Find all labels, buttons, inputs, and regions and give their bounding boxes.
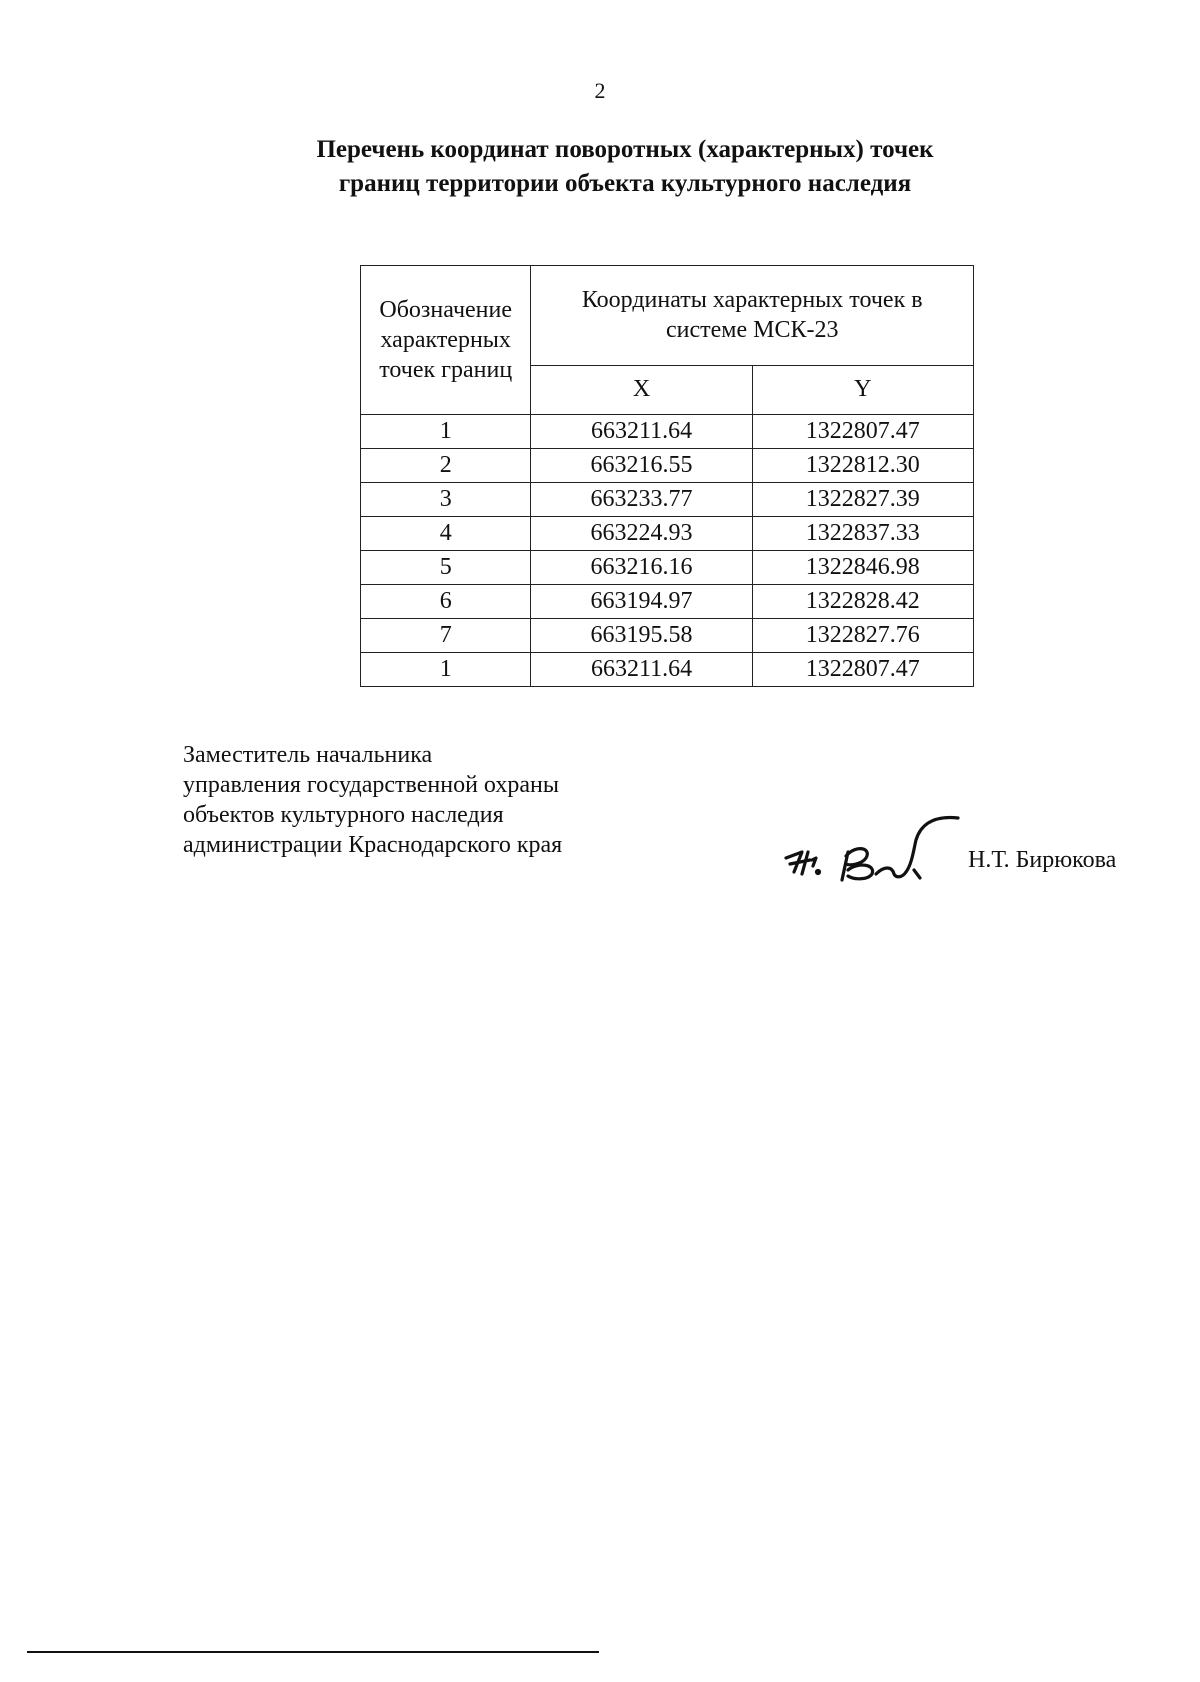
cell-point: 1 xyxy=(361,415,531,449)
cell-y: 1322807.47 xyxy=(752,415,973,449)
table-row xyxy=(361,449,974,483)
header-designation-line-2: характерных xyxy=(380,327,511,353)
coordinates-table xyxy=(360,265,974,687)
cell-y: 1322828.42 xyxy=(752,585,973,619)
cell-point: 7 xyxy=(361,619,531,653)
cell-y: 1322846.98 xyxy=(752,551,973,585)
table-row xyxy=(361,415,974,449)
signer-name: Н.Т. Бирюкова xyxy=(968,847,1117,873)
table-row xyxy=(361,517,974,551)
header-coordinates-group xyxy=(531,266,974,366)
cell-point: 5 xyxy=(361,551,531,585)
table-header-row xyxy=(361,266,974,366)
cell-point: 1 xyxy=(361,653,531,687)
document-title-line-1: Перечень координат поворотных (характерных) точек xyxy=(316,136,934,163)
signer-position-line-1: Заместитель начальника xyxy=(183,742,433,768)
cell-point: 2 xyxy=(361,449,531,483)
table-row xyxy=(361,585,974,619)
page-number: 2 xyxy=(594,78,606,103)
cell-point: 4 xyxy=(361,517,531,551)
header-designation-line-3: точек границ xyxy=(379,357,513,383)
cell-y: 1322807.47 xyxy=(752,653,973,687)
document-title xyxy=(195,133,1055,201)
handwritten-signature xyxy=(780,808,965,883)
cell-y: 1322812.30 xyxy=(752,449,973,483)
cell-y: 1322827.39 xyxy=(752,483,973,517)
signer-position xyxy=(183,740,562,860)
table-row xyxy=(361,551,974,585)
header-x: X xyxy=(531,365,752,414)
cell-x: 663216.55 xyxy=(531,449,752,483)
cell-y: 1322827.76 xyxy=(752,619,973,653)
cell-x: 663216.16 xyxy=(531,551,752,585)
table-row xyxy=(361,653,974,687)
header-point-designation xyxy=(361,266,531,415)
signer-position-line-4: администрации Краснодарского края xyxy=(183,832,563,858)
document-title-line-2: границ территории объекта культурного наследия xyxy=(338,170,912,197)
header-group-line-1: Координаты характерных точек в xyxy=(581,287,923,314)
table-row xyxy=(361,619,974,653)
cell-x: 663194.97 xyxy=(531,585,752,619)
cell-x: 663195.58 xyxy=(531,619,752,653)
header-designation-line-1: Обозначение xyxy=(379,297,513,323)
signer-position-line-3: объектов культурного наследия xyxy=(183,802,504,828)
cell-point: 6 xyxy=(361,585,531,619)
header-y: Y xyxy=(752,365,973,414)
signer-position-line-2: управления государственной охраны xyxy=(183,772,559,798)
cell-y: 1322837.33 xyxy=(752,517,973,551)
cell-x: 663224.93 xyxy=(531,517,752,551)
footer-divider xyxy=(27,1651,599,1653)
table-row xyxy=(361,483,974,517)
cell-point: 3 xyxy=(361,483,531,517)
cell-x: 663211.64 xyxy=(531,653,752,687)
header-group-line-2: системе МСК-23 xyxy=(665,317,839,344)
cell-x: 663211.64 xyxy=(531,415,752,449)
cell-x: 663233.77 xyxy=(531,483,752,517)
